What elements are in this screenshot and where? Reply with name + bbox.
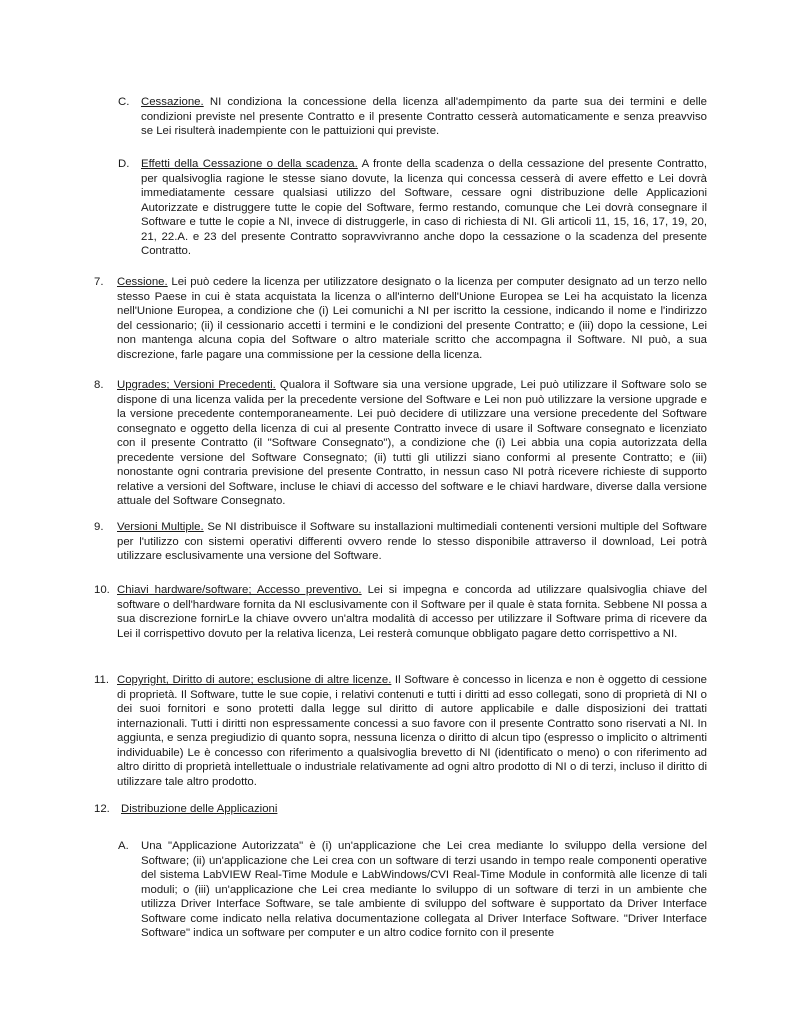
section-text: Lei può cedere la licenza per utilizzatore designato o la licenza per computer designato ad un terzo nello stesso Paese in cui è stata acquistata la licenza o all'interno dell'Unione Europea se Lei ha acquistato la licenza nell'Unione Europea, a condizione che (i) Lei comunichi a NI per iscritto la cessione, indicando il nome e l'indirizzo del cessionario; (ii) il cessionario accetti i termini e le condizioni del presente Contratto; e (iii) dopo la cessione, Lei non mantenga alcuna copia del Software o altro materiale scritto che accompagna il Software. NI può, a sua discrezione, farle pagare una commissione per la cessione della licenza. (117, 276, 707, 361)
section-marker: 9. (94, 521, 104, 533)
section-text: A fronte della scadenza o della cessazione del presente Contratto, per qualsivoglia ragione le stesse siano dovute, la licenza qui concessa cesserà di avere effetto e Lei dovrà immediatamente cessare qualsiasi utilizzo del Software, cessare ogni distribuzione delle Applicazioni Autorizzate e distruggere tutte le copie del Software, fermo restando, comunque che Lei dovrà consegnare il Software e tutte le copie a NI, invece di distruggerle, in caso di richiesta di NI. Gli articoli 11, 15, 16, 17, 19, 20, 21, 22.A. e 23 del presente Contratto sopravvivranno anche dopo la cessazione o la scadenza del presente Contratto. (141, 158, 707, 257)
section-paragraph (117, 520, 707, 564)
section-heading: Upgrades; Versioni Precedenti. (117, 379, 276, 391)
section-text: Qualora il Software sia una versione upgrade, Lei può utilizzare il Software solo se dispone di una licenza valida per la precedente versione del Software e Lei non può utilizzare la versione upgrade e la versione precedente contemporaneamente. Lei può decidere di utilizzare una versione precedente del Software consegnato e oggetto della licenza di cui al presente Contratto invece di usare il Software consegnato e licenziato con il presente Contratto (il "Software Consegnato"), a condizione che (i) Lei abbia una copia autorizzata della precedente versione del Software Consegnato; (ii) tutti gli utilizzi siano conformi al presente Contratto; e (iii) nonostante ogni contraria previsione del presente Contratto, in nessun caso NI potrà ricevere richieste di supporto relative a versioni del Software, incluse le chiavi di accesso del software e le chiavi hardware, diverse dalla versione attuale del Software Consegnato. (117, 379, 707, 507)
section-text: Lei si impegna e concorda ad utilizzare qualsivoglia chiave del software o dell'hardware fornita da NI esclusivamente con il Software per il quale è stata fornita. Sebbene NI possa a sua discrezione fornirLe la chiave ovvero un'altra modalità di accesso per utilizzare il Software prima di ricevere da Lei il corrispettivo dovuto per la relativa licenza, Lei resterà comunque obbligato pagare detto corrispettivo a NI. (117, 584, 707, 640)
section-paragraph (117, 673, 707, 789)
section-heading: Cessione. (117, 276, 168, 288)
section-heading: Effetti della Cessazione o della scadenza. (141, 158, 358, 170)
section-paragraph (141, 157, 707, 259)
section-heading: Distribuzione delle Applicazioni (121, 803, 278, 815)
section-marker: 7. (94, 276, 104, 288)
section-paragraph (141, 95, 707, 139)
section-paragraph (117, 378, 707, 509)
section-paragraph (121, 802, 277, 817)
section-marker: 11. (94, 674, 109, 686)
section-text: Una "Applicazione Autorizzata" è (i) un'applicazione che Lei crea mediante lo sviluppo della versione del Software; (ii) un'applicazione che Lei crea con un software di terzi usando in tempo reale componenti operative del sistema LabVIEW Real-Time Module e LabWindows/CVI Real-Time Module in conformità alle licenze di tali moduli; o (iii) un'applicazione che Lei crea mediante lo sviluppo di un software di terzi in un ambiente che utilizza Driver Interface Software, se tale ambiente di sviluppo del software è supportato da Driver Interface Software come indicato nella relativa documentazione collegata al Driver Interface Software. "Driver Interface Software" indica un software per computer e un altro codice fornito con il presente (141, 840, 707, 939)
section-heading: Copyright, Diritto di autore; esclusione di altre licenze. (117, 674, 392, 686)
section-text: Il Software è concesso in licenza e non è oggetto di cessione di proprietà. Il Software, tutte le sue copie, i relativi contenuti e tutti i diritti ad esso collegati, sono di proprietà di NI o dei suoi fornitori e sono protetti dalla legge sul diritto di autore applicabile e dalle disposizioni dei trattati internazionali. Tutti i diritti non espressamente concessi a suo favore con il presente Contratto sono riservati a NI. In aggiunta, e senza pregiudizio di quanto sopra, nessuna licenza o diritto di alcun tipo (espresso o implicito o altrimenti individuabile) Le è concesso con riferimento a qualsivoglia brevetto di NI (identificato o meno) o con riferimento ad altro diritto di proprietà intellettuale o industriale relativamente ad ogni altro prodotto di NI o di terzi, incluso il diritto di utilizzare tale altro prodotto. (117, 674, 708, 788)
section-text: NI condiziona la concessione della licenza all'adempimento da parte sua dei termini e delle condizioni previste nel presente Contratto e il presente Contratto cesserà automaticamente e senza preavviso se Lei risulterà inadempiente con le pattuizioni qui previste. (141, 96, 707, 137)
section-marker: C. (118, 96, 130, 108)
section-marker: 12. (94, 803, 110, 815)
section-marker: A. (118, 840, 129, 852)
section-paragraph (117, 275, 707, 362)
section-text: Se NI distribuisce il Software su installazioni multimediali contenenti versioni multiple del Software per l'utilizzo con sistemi operativi differenti ovvero rende lo stesso disponibile attraverso il download, Lei potrà utilizzare esclusivamente una versione del Software. (117, 521, 707, 562)
section-heading: Versioni Multiple. (117, 521, 204, 533)
section-marker: D. (118, 158, 130, 170)
section-paragraph (117, 583, 707, 641)
section-heading: Cessazione. (141, 96, 204, 108)
section-marker: 8. (94, 379, 104, 391)
section-marker: 10. (94, 584, 110, 596)
section-paragraph (141, 839, 707, 941)
section-heading: Chiavi hardware/software; Accesso preventivo. (117, 584, 362, 596)
